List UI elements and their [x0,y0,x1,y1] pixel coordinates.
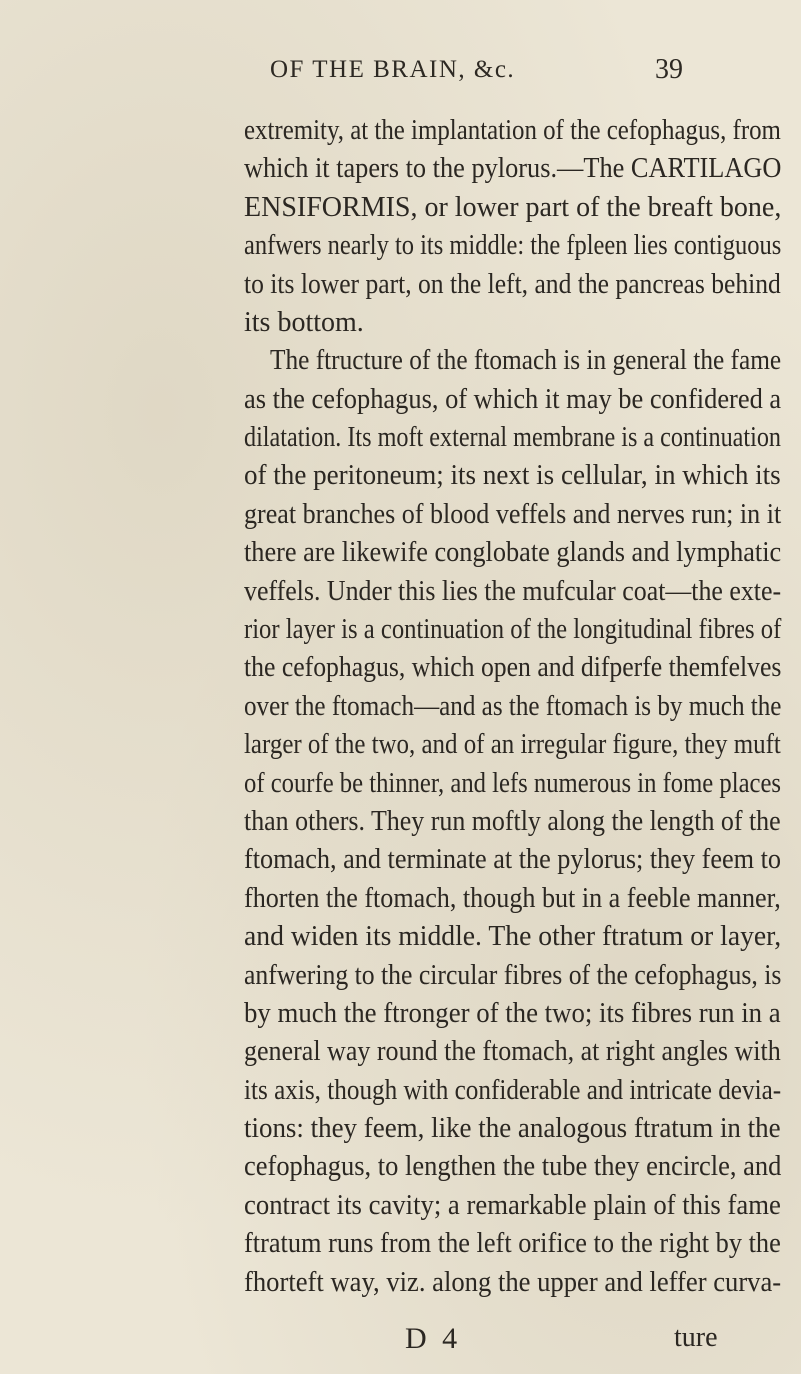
page-number: 39 [655,54,683,85]
text-line: which it tapers to the pylorus.—The CARTILAGO [244,153,782,185]
text-line: its bottom. [244,306,364,338]
text-line: than others. They run moftly along the length of the [244,805,781,837]
text-line: of the peritoneum; its next is cellular, in which its [244,460,781,492]
text-line: rior layer is a continuation of the longitudinal fibres of [244,614,782,646]
text-line: cefophagus, to lengthen the tube they encircle, and [244,1151,782,1183]
running-head-title: OF THE BRAIN, &c. [270,56,516,83]
text-line: contract its cavity; a remarkable plain of this fame [244,1189,781,1221]
text-line: veffels. Under this lies the mufcular coat—the exte- [244,575,782,607]
running-head [0,48,801,88]
text-line: extremity, at the implantation of the cefophagus, from [244,115,781,146]
signature-mark: D 4 [405,1322,462,1355]
text-line: fhorten the ftomach, though but in a feeble manner, [244,882,781,914]
text-line: its axis, though with confiderable and intricate devia- [244,1074,782,1106]
text-line: of courfe be thinner, and lefs numerous in fome places [244,767,781,799]
text-line: larger of the two, and of an irregular figure, they muft [244,729,781,761]
text-line: the cefophagus, which open and difperfe themfelves [244,652,782,684]
text-line: ftomach, and terminate at the pylorus; they feem to [244,844,782,876]
text-line: general way round the ftomach, at right angles with [244,1036,781,1068]
text-line: fhorteft way, viz. along the upper and leffer curva- [244,1266,782,1298]
catchword: ture [674,1322,718,1353]
text-line: ENSIFORMIS, or lower part of the breaft bone, [244,191,782,223]
text-line: The ftructure of the ftomach is in general the fame [270,345,782,377]
text-line: ftratum runs from the left orifice to the right by the [244,1228,781,1260]
text-line: there are likewife conglobate glands and lymphatic [244,537,782,569]
text-line: anfwering to the circular fibres of the cefophagus, is [244,959,782,991]
text-line: to its lower part, on the left, and the pancreas behind [244,268,781,300]
text-line: and widen its middle. The other ftratum or layer, [244,921,782,953]
text-line: great branches of blood veffels and nerves run; in it [244,498,782,530]
text-line: as the cefophagus, of which it may be confidered a [244,383,782,415]
page-footer [0,1322,801,1362]
text-line: anfwers nearly to its middle: the fpleen lies contiguous [244,230,782,262]
text-line: dilatation. Its moft external membrane is a continuation [244,422,782,454]
text-line: by much the ftronger of the two; its fibres run in a [244,997,781,1029]
text-line: tions: they feem, like the analogous ftratum in the [244,1113,781,1145]
text-line: over the ftomach—and as the ftomach is by much the [244,690,782,722]
